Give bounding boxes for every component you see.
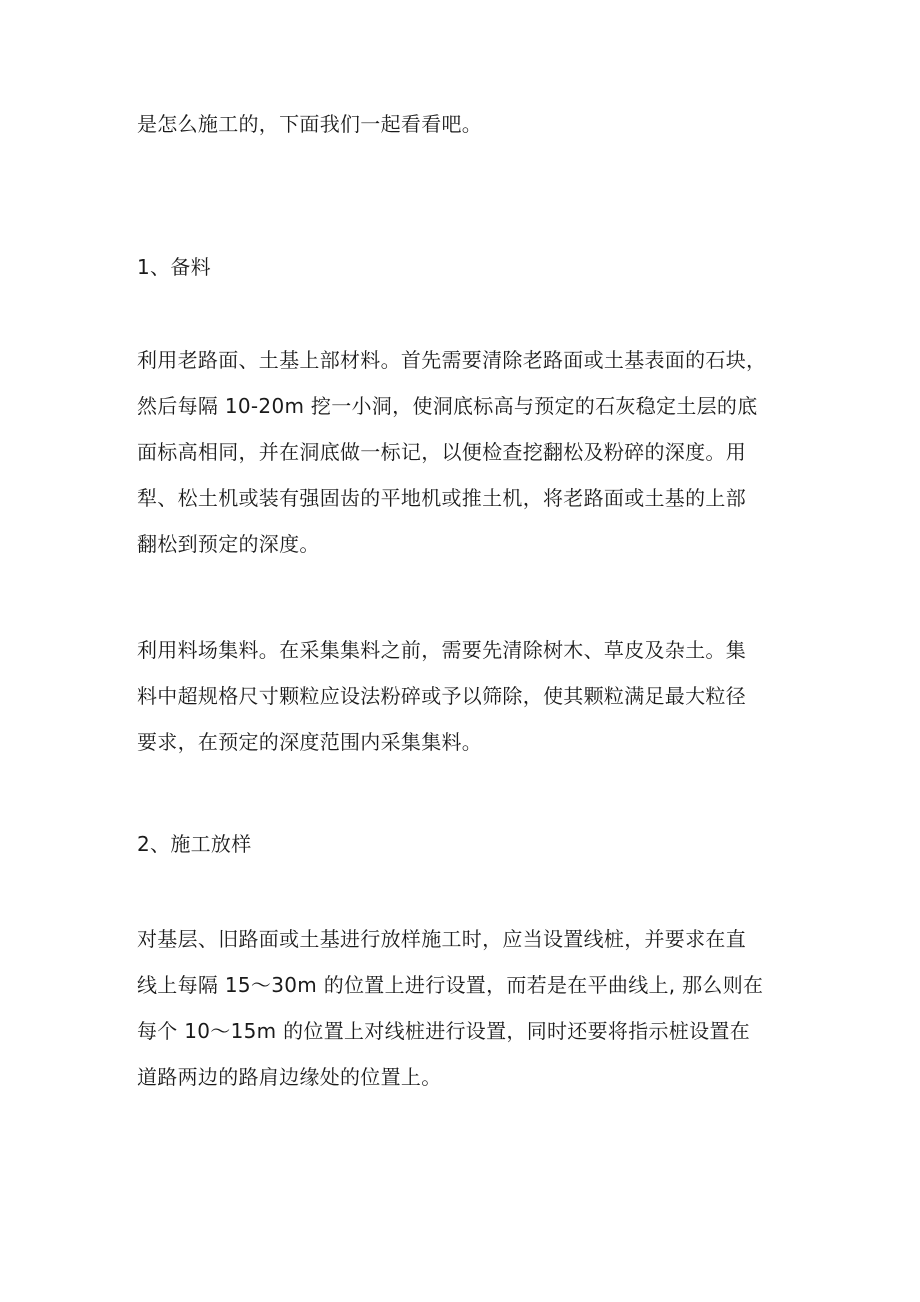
- paragraph-line: 料中超规格尺寸颗粒应设法粉碎或予以筛除，使其颗粒满足最大粒径: [137, 684, 746, 708]
- paragraph-line: 利用料场集料。在采集集料之前，需要先清除树木、草皮及杂土。集: [137, 638, 746, 662]
- paragraph-line: 线上每隔 15～30m 的位置上进行设置，而若是在平曲线上, 那么则在: [137, 973, 764, 997]
- intro-line: 是怎么施工的，下面我们一起看看吧。: [137, 112, 483, 136]
- section-2-paragraph-1: [137, 916, 797, 1100]
- paragraph-line: 对基层、旧路面或土基进行放样施工时，应当设置线桩，并要求在直: [137, 927, 746, 951]
- paragraph-line: 利用老路面、土基上部材料。首先需要清除老路面或土基表面的石块，: [137, 348, 767, 372]
- section-heading-text: 1、备料: [137, 255, 211, 279]
- section-1-paragraph-2: [137, 627, 797, 765]
- paragraph-line: 然后每隔 10-20m 挖一小洞，使洞底标高与预定的石灰稳定土层的底: [137, 394, 758, 418]
- section-2-heading: [137, 821, 797, 867]
- paragraph-line: 面标高相同，并在洞底做一标记，以便检查挖翻松及粉碎的深度。用: [137, 440, 746, 464]
- intro-paragraph: [137, 101, 797, 147]
- paragraph-line: 要求，在预定的深度范围内采集集料。: [137, 730, 483, 754]
- paragraph-line: 翻松到预定的深度。: [137, 532, 320, 556]
- section-1-heading: [137, 244, 797, 290]
- section-heading-text: 2、施工放样: [137, 832, 252, 856]
- paragraph-line: 犁、松土机或装有强固齿的平地机或推土机，将老路面或土基的上部: [137, 486, 746, 510]
- paragraph-line: 道路两边的路肩边缘处的位置上。: [137, 1065, 442, 1089]
- section-1-paragraph-1: [137, 337, 797, 567]
- paragraph-line: 每个 10～15m 的位置上对线桩进行设置，同时还要将指示桩设置在: [137, 1019, 750, 1043]
